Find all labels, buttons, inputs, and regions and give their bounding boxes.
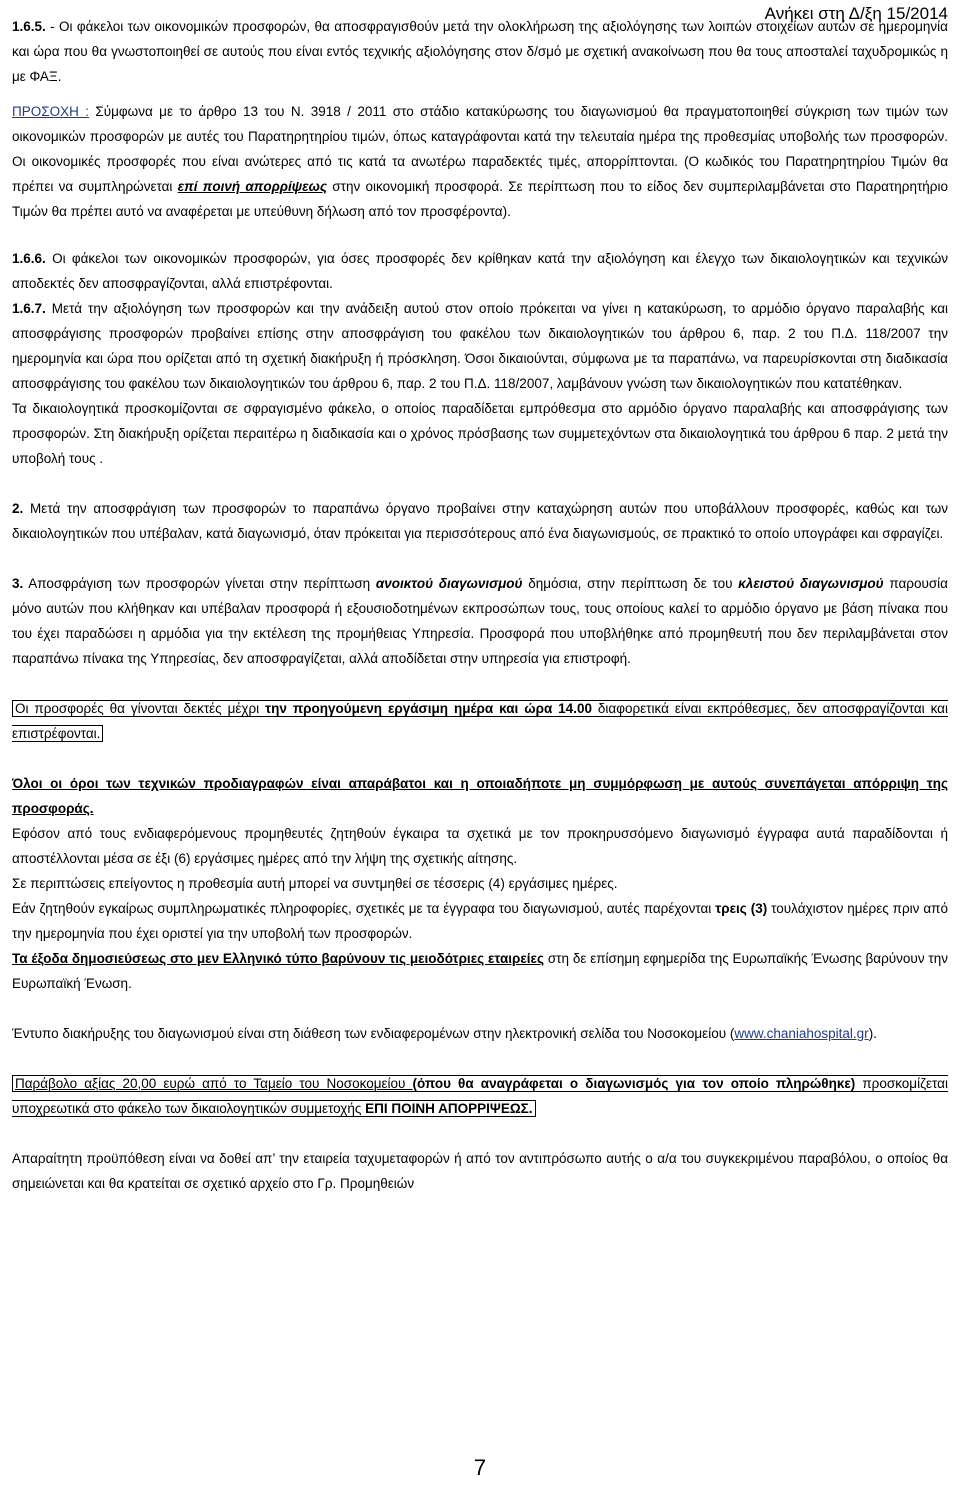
section-text-cont: δημόσια, στην περίπτωση δε του	[522, 576, 739, 591]
deadline-text-end: διαφορετικά είναι εκπρόθεσμες, δεν αποσφραγίζονται και επιστρέφονται.	[12, 701, 948, 741]
terms-documents: Εφόσον από τους ενδιαφερόμενους προμηθευτές ζητηθούν έγκαιρα τα σχετικά με τον προκηρυσσόμενο διαγωνισμό έγγραφα αυτά παραδίδονται ή αποστέλλονται μέσα σε έξι (6) εργάσιμες ημέρες από την λήψη της σχετικής αίτησης.	[12, 826, 948, 866]
fee-text-cont: προσκομίζεται υποχρεωτικά στο φάκελο των δικαιολογητικών συμμετοχής	[12, 1076, 948, 1116]
fee-notice	[12, 1071, 948, 1121]
section-1-6-7-documents: Τα δικαιολογητικά προσκομίζονται σε σφραγισμένο φάκελο, ο οποίος παραδίδεται εμπρόθεσμα στο αρμόδιο όργανο παραλαβής και αποσφράγισης των προσφορών. Στη διακήρυξη ορίζεται περαιτέρω η διαδικασία και ο χρόνος πρόσβασης των συμμετεχόντων στα δικαιολογητικά του άρθρου 6 παρ. 2 μετά την υποβολή τους .	[12, 401, 948, 466]
section-number: 1.6.6.	[12, 251, 46, 266]
hospital-website-link[interactable]: www.chaniahospital.gr	[734, 1026, 869, 1041]
section-number: 1.6.5.	[12, 19, 46, 34]
document-body	[12, 14, 948, 1196]
fee-penalty: ΕΠΙ ΠΟΙΝΗ ΑΠΟΡΡΙΨΕΩΣ.	[365, 1101, 533, 1116]
section-1-6-7	[12, 296, 948, 396]
section-text: Αποσφράγιση των προσφορών γίνεται στην περίπτωση	[23, 576, 376, 591]
terms-info-end: τουλάχιστον ημέρες πριν από την ημερομηνία που έχει οριστεί για την υποβολή των προσφορών.	[12, 901, 948, 941]
section-number: 1.6.7.	[12, 301, 46, 316]
terms-info-text: Εάν ζητηθούν εγκαίρως συμπληρωματικές πληροφορίες, σχετικές με τα έγγραφα του διαγωνισμού, αυτές παρέχονται	[12, 901, 716, 916]
section-text-end: παρουσία μόνο αυτών που κλήθηκαν και υπέβαλαν προσφορά ή εξουσιοδοτημένων εκπροσώπων τους, τους οποίους καλεί το αρμόδιο όργανο με βάση πίνακα που του έχει παραδώσει η αρμόδια για την εκτέλεση της προμήθειας Υπηρεσία. Προσφορά που υποβλήθηκε από προμηθευτή που δεν περιλαμβάνεται στον παραπάνω πίνακα της Υπηρεσίας, δεν αποσφραγίζεται, αλλά αποδίδεται στην υπηρεσία για επιστροφή.	[12, 576, 948, 666]
terms-days: τρεις (3)	[715, 901, 768, 916]
publication-costs-emphasis: Τα έξοδα δημοσιεύσεως στο μεν Ελληνικό τύπο βαρύνουν τις μειοδότριες εταιρείες	[12, 951, 544, 966]
final-paragraph: Απαραίτητη προϋπόθεση είναι να δοθεί απ’ την εταιρεία ταχυμεταφορών ή από τον αντιπρόσωπο αυτής ο α/α του συγκεκριμένου παραβόλου, ο οποίος θα σημειώνεται και θα κρατείται σε σχετικό αρχείο στο Γρ. Προμηθειών	[12, 1151, 948, 1191]
printed-notice	[12, 1021, 948, 1046]
deadline-notice	[12, 696, 948, 746]
attention-label: ΠΡΟΣΟΧΗ :	[12, 104, 90, 119]
section-3	[12, 571, 948, 671]
terms-urgent: Σε περιπτώσεις επείγοντος η προθεσμία αυτή μπορεί να συντμηθεί σε τέσσερις (4) εργάσιμες ημέρες.	[12, 876, 618, 891]
section-1-6-5	[12, 14, 948, 89]
terms-publication-costs	[12, 946, 948, 996]
terms-information	[12, 896, 948, 946]
section-text: - Οι φάκελοι των οικονομικών προσφορών, θα αποσφραγισθούν μετά την ολοκλήρωση της αξιολόγησης των λοιπών στοιχείων αυτών σε ημερομηνία και ώρα που θα γνωστοποιηθεί σε αυτούς που είναι εντός τεχνικής αξιολόγησης στον δ/σμό με σχετική ανακοίνωση που θα τους αποσταλεί ταχυδρομικώς η με ΦΑΞ.	[12, 19, 948, 84]
section-1-6-6	[12, 246, 948, 296]
document-header-ref: Ανήκει στη Δ/ξη 15/2014	[764, 4, 948, 23]
attention-paragraph	[12, 99, 948, 224]
open-tender-emphasis: ανοικτού διαγωνισμού	[375, 576, 523, 591]
terms-heading: Όλοι οι όροι των τεχνικών προδιαγραφών είναι απαράβατοι και η οποιαδήποτε μη συμμόρφωση με αυτούς συνεπάγεται απόρριψη της προσφοράς.	[12, 776, 948, 816]
closed-tender-emphasis: κλειστού διαγωνισμού	[738, 576, 884, 591]
section-number: 2.	[12, 501, 24, 516]
deadline-box	[12, 700, 948, 742]
deadline-text: Οι προσφορές θα γίνονται δεκτές μέχρι	[15, 701, 266, 716]
section-number: 3.	[12, 576, 24, 591]
fee-box	[12, 1075, 948, 1117]
section-text: Μετά την αξιολόγηση των προσφορών και την ανάδειξη αυτού στον οποίο πρόκειται να γίνει η κατακύρωση, το αρμόδιο όργανο παραλαβής και αποσφράγισης προσφορών προβαίνει επίσης στην αποσφράγιση του φακέλου των δικαιολογητικών του άρθρου 6, παρ. 2 του Π.Δ. 118/2007 την ημερομηνία και ώρα που ορίζεται από τη σχετική διακήρυξη ή πρόσκληση. Όσοι δικαιούνται, σύμφωνα με τα παραπάνω, να παρευρίσκονται στη διαδικασία αποσφράγισης του φακέλου των δικαιολογητικών του άρθρου 6, παρ. 2 του Π.Δ. 118/2007, λαμβάνουν γνώση των δικαιολογητικών που κατατέθηκαν.	[12, 301, 948, 391]
attention-text-cont: στην οικονομική προσφορά. Σε περίπτωση που το είδος δεν συμπεριλαμβάνεται στο Παρατηρητήριο Τιμών θα πρέπει αυτό να αναφέρεται με υπεύθυνη δήλωση από τον προσφέροντα).	[12, 179, 948, 219]
fee-text: Παράβολο αξίας 20,00 ευρώ από το Ταμείο του Νοσοκομείου	[15, 1076, 413, 1091]
fee-emphasis: (όπου θα αναγράφεται ο διαγωνισμός για τον οποίο πληρώθηκε)	[412, 1076, 856, 1091]
page-number: 7	[473, 1455, 487, 1480]
printed-text: Έντυπο διακήρυξης του διαγωνισμού είναι στη διάθεση των ενδιαφερομένων στην ηλεκτρονική σελίδα του Νοσοκομείου	[12, 1026, 727, 1041]
section-2	[12, 496, 948, 546]
publication-costs-text: στη δε επίσημη εφημερίδα της Ευρωπαϊκής Ένωσης βαρύνουν την Ευρωπαϊκή Ένωση.	[12, 951, 948, 991]
deadline-emphasis: την προηγούμενη εργάσιμη ημέρα και ώρα 14.00	[265, 701, 592, 716]
paren-open: (	[729, 1026, 735, 1041]
attention-text: Σύμφωνα με το άρθρο 13 του Ν. 3918 / 2011 στο στάδιο κατακύρωσης του διαγωνισμού θα πραγματοποιηθεί σύγκριση των τιμών των οικονομικών προσφορών με αυτές του Παρατηρητηρίου τιμών, όπως καταγράφονται κατά την τελευταία ημέρα της προθεσμίας υποβολής των προσφορών. Οι οικονομικές προσφορές που είναι ανώτερες από τις κατά τα ανωτέρω παραδεκτές τιμές, απορρίπτονται. (Ο κωδικός του Παρατηρητηρίου Τιμών θα πρέπει να συμπληρώνεται	[12, 104, 948, 194]
section-text: Οι φάκελοι των οικονομικών προσφορών, για όσες προσφορές δεν κρίθηκαν κατά την αξιολόγηση και έλεγχο των δικαιολογητικών και τεχνικών αποδεκτές δεν αποσφραγίζονται, αλλά επιστρέφονται.	[12, 251, 948, 291]
attention-emphasis: επί ποινή απορρίψεως	[177, 179, 328, 194]
section-text: Μετά την αποσφράγιση των προσφορών το παραπάνω όργανο προβαίνει στην καταχώρηση αυτών που υποβάλλουν προσφορές, καθώς και των δικαιολογητικών που υπέβαλαν, κατά διαγωνισμό, όταν πρόκειται για περισσότερους από ένα διαγωνισμούς, σε πρακτικό το οποίο υπογράφει και σφραγίζει.	[12, 501, 948, 541]
paren-close: ).	[868, 1026, 877, 1041]
